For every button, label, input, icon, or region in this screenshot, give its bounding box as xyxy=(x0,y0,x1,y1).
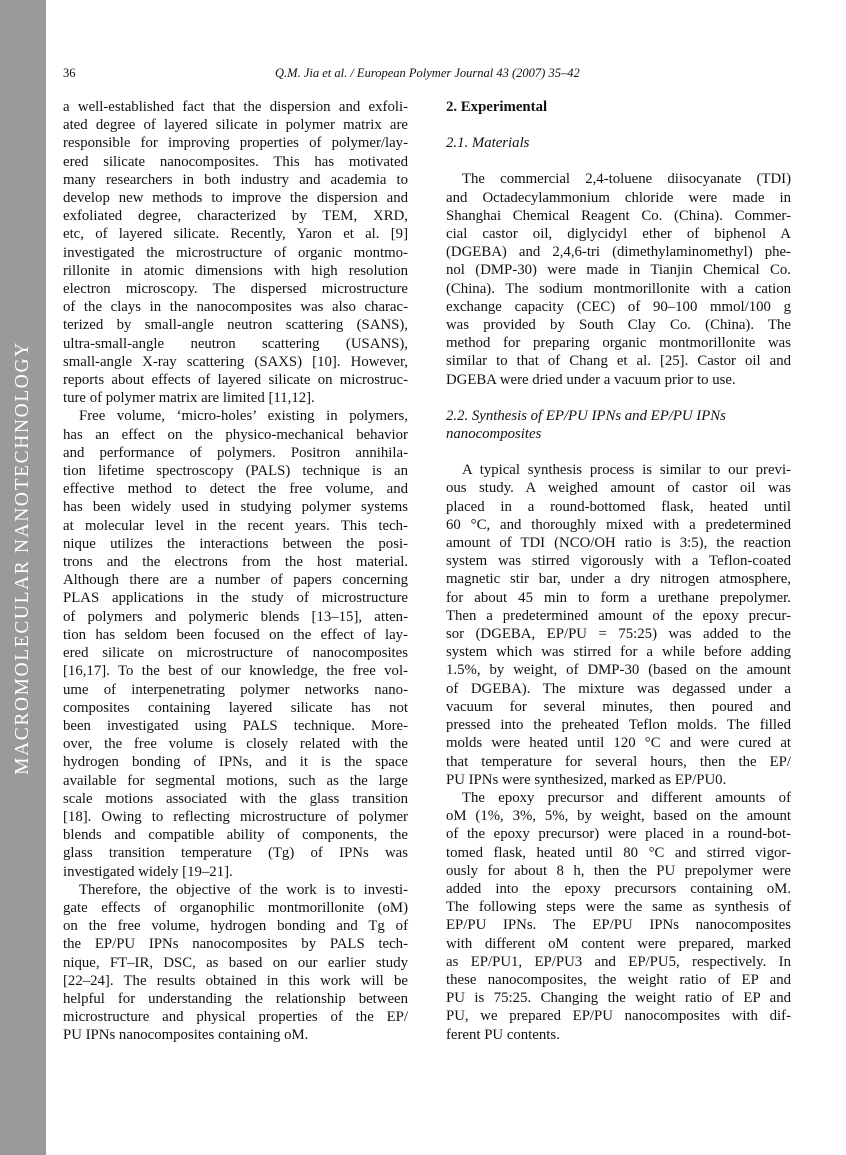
text-line: 1.5%, by weight, of DMP-30 (based on the amount xyxy=(446,662,791,679)
paragraph-synthesis-nanocomposites xyxy=(446,789,791,1044)
text-line: investigated widely [19–21]. xyxy=(63,863,233,880)
subsection-heading-synthesis-cont: nanocomposites xyxy=(446,426,542,443)
text-line: tion has seldom been focused on the effect of lay- xyxy=(63,626,408,643)
text-line: [22–24]. The results obtained in this work will be xyxy=(63,972,408,989)
text-line: method for preparing organic montmorillonite was xyxy=(446,335,791,352)
text-line: effective method to detect the free volume, and xyxy=(63,481,408,498)
text-line: exfoliated degree, characterized by TEM, XRD, xyxy=(63,208,408,225)
text-line: has been widely used in studying polymer systems xyxy=(63,499,408,516)
subsection-heading-materials: 2.1. Materials xyxy=(446,135,530,152)
paragraph-dispersion xyxy=(63,98,408,407)
text-line: added into the epoxy precursors containing oM. xyxy=(446,880,791,897)
text-line: oM (1%, 3%, 5%, by weight, based on the amount xyxy=(446,808,791,825)
text-line: Shanghai Chemical Reagent Co. (China). Commer- xyxy=(446,207,791,224)
text-line: nique utilizes the interactions between the posi- xyxy=(63,535,408,552)
text-line: (China). The sodium montmorillonite with a cation xyxy=(446,280,791,297)
text-line: Although there are a number of papers concerning xyxy=(63,572,408,589)
running-head: Q.M. Jia et al. / European Polymer Journal 43 (2007) 35–42 xyxy=(275,66,580,80)
text-line: [18]. Owing to reflecting microstructure of polymer xyxy=(63,808,408,825)
text-line: with different oM content were prepared, marked xyxy=(446,935,791,952)
paragraph-materials xyxy=(446,170,791,388)
text-line: helpful for understanding the relationship between xyxy=(63,990,408,1007)
right-column xyxy=(446,98,791,1044)
text-line: composites containing layered silicate has not xyxy=(63,699,408,716)
text-line: investigated the microstructure of organic montmo- xyxy=(63,244,408,261)
text-line: over, the free volume is closely related with the xyxy=(63,736,408,753)
text-line: these nanocomposites, the weight ratio of EP and xyxy=(446,971,791,988)
paragraph-free-volume xyxy=(63,407,408,880)
text-line: DGEBA were dried under a vacuum prior to use. xyxy=(446,371,736,388)
text-line: for about 45 min to form a urethane prepolymer. xyxy=(446,589,791,606)
text-line: tomed flask, heated until 80 °C and stirred vigor- xyxy=(446,844,791,861)
text-line: terized by small-angle neutron scattering (SANS), xyxy=(63,317,408,334)
text-line: small-angle X-ray scattering (SAXS) [10]. However, xyxy=(63,353,408,370)
sidebar-label: MACROMOLECULAR NANOTECHNOLOGY xyxy=(12,341,33,775)
text-line: placed in a round-bottomed flask, heated until xyxy=(446,498,791,515)
text-line: been investigated using PALS technique. More- xyxy=(63,717,408,734)
paragraph-synthesis-process xyxy=(446,461,791,789)
text-line: cial castor oil, diglycidyl ether of biphenol A xyxy=(446,226,791,243)
text-line: and Octadecylammonium chloride were made in xyxy=(446,189,791,206)
text-line: microstructure and physical properties of the EP/ xyxy=(63,1009,408,1026)
text-line: ered silicate nanocomposites. This has motivated xyxy=(63,153,408,170)
text-line: 60 °C, and thoroughly mixed with a predetermined xyxy=(446,516,791,533)
text-line: ous study. A weighed amount of castor oil was xyxy=(446,480,791,497)
text-line: PU is 75:25. Changing the weight ratio of EP and xyxy=(446,990,791,1007)
text-line: reports about effects of layered silicate on microstruc- xyxy=(63,372,408,389)
text-line: ture of polymer matrix are limited [11,12]. xyxy=(63,390,315,407)
text-line: tion lifetime spectroscopy (PALS) technique is an xyxy=(63,463,408,480)
text-line: of the clays in the nanocomposites was also charac- xyxy=(63,299,408,316)
text-line: ultra-small-angle neutron scattering (USANS), xyxy=(63,335,408,352)
text-line: Free volume, ‘micro-holes’ existing in polymers, xyxy=(79,408,408,425)
text-line: The following steps were the same as synthesis of xyxy=(446,899,791,916)
text-line: pressed into the preheated Teflon molds. The filled xyxy=(446,717,791,734)
text-line: vacuum for several minutes, then poured and xyxy=(446,698,791,715)
text-line: that temperature for several hours, then the EP/ xyxy=(446,753,791,770)
text-line: Then a predetermined amount of the epoxy precur- xyxy=(446,607,791,624)
text-line: ered silicate on microstructure of nanocomposites xyxy=(63,645,408,662)
text-line: Therefore, the objective of the work is to investi- xyxy=(79,881,408,898)
text-line: PLAS applications in the study of microstructure xyxy=(63,590,408,607)
text-line: develop new methods to improve the dispersion and xyxy=(63,190,408,207)
section-heading-experimental: 2. Experimental xyxy=(446,99,548,115)
text-line: electron microscopy. The dispersed microstructure xyxy=(63,281,408,298)
text-line: responsible for improving properties of polymer/lay- xyxy=(63,135,408,152)
text-line: The commercial 2,4-toluene diisocyanate (TDI) xyxy=(462,171,791,188)
text-line: amount of TDI (NCO/OH ratio is 3:5), the reaction xyxy=(446,535,791,552)
text-line: blends and compatible ability of components, the xyxy=(63,827,408,844)
text-line: etc, of layered silicate. Recently, Yaron et al. [9] xyxy=(63,226,408,243)
text-line: [16,17]. To the best of our knowledge, the free vol- xyxy=(63,663,408,680)
text-line: ferent PU contents. xyxy=(446,1026,560,1043)
text-line: (DGEBA) and 2,4,6-tri (dimethylaminomethyl) phe- xyxy=(446,244,791,261)
text-line: The epoxy precursor and different amounts of xyxy=(462,789,791,806)
text-line: available for segmental motions, such as the large xyxy=(63,772,408,789)
left-column xyxy=(63,98,408,1045)
text-line: was provided by South Clay Co. (China). The xyxy=(446,317,791,334)
text-line: of DGEBA). The mixture was degassed under a xyxy=(446,680,791,697)
paragraph-objective xyxy=(63,881,408,1045)
text-line: the EP/PU IPNs nanocomposites by PALS tech- xyxy=(63,936,408,953)
text-line: PU, we prepared EP/PU nanocomposites with dif- xyxy=(446,1008,791,1025)
text-line: nol (DMP-30) were made in Tianjin Chemical Co. xyxy=(446,262,791,279)
text-line: nique, FT–IR, DSC, as based on our earlier study xyxy=(63,954,408,971)
text-line: EP/PU IPNs. The EP/PU IPNs nanocomposites xyxy=(446,917,791,934)
text-line: hydrogen bonding of IPNs, and it is the space xyxy=(63,754,408,771)
journal-sidebar xyxy=(0,0,46,1155)
text-line: a well-established fact that the dispersion and exfoli- xyxy=(63,99,408,115)
text-line: and performance of polymers. Positron annihila- xyxy=(63,444,408,461)
text-line: scale motions associated with the glass transition xyxy=(63,790,408,807)
text-line: as EP/PU1, EP/PU3 and EP/PU5, respectively. In xyxy=(446,953,791,970)
text-line: gate effects of organophilic montmorillonite (oM) xyxy=(63,899,408,916)
text-line: trons and the electrons from the host material. xyxy=(63,554,408,571)
text-line: ume of interpenetrating polymer networks nano- xyxy=(63,681,408,698)
text-line: rillonite in atomic dimensions with high resolution xyxy=(63,262,408,279)
text-line: at molecular level in the recent years. This tech- xyxy=(63,517,408,534)
text-line: exchange capacity (CEC) of 90–100 mmol/100 g xyxy=(446,298,791,315)
text-line: of the epoxy precursor) were placed in a round-bot- xyxy=(446,826,791,843)
text-line: many researchers in both industry and academia to xyxy=(63,171,408,188)
text-line: ated degree of layered silicate in polymer matrix are xyxy=(63,117,408,134)
text-line: system which was stirred for a while before adding xyxy=(446,644,791,661)
text-line: molds were heated until 120 °C and were cured at xyxy=(446,735,791,752)
text-line: has an effect on the physico-mechanical behavior xyxy=(63,426,408,443)
text-line: PU IPNs nanocomposites containing oM. xyxy=(63,1027,309,1044)
text-line: PU IPNs were synthesized, marked as EP/PU0. xyxy=(446,771,727,788)
text-line: A typical synthesis process is similar to our previ- xyxy=(462,462,791,479)
text-line: system was stirred vigorously with a Teflon-coated xyxy=(446,553,791,570)
text-line: similar to that of Chang et al. [25]. Castor oil and xyxy=(446,353,791,370)
subsection-heading-synthesis: 2.2. Synthesis of EP/PU IPNs and EP/PU IPNs xyxy=(446,407,726,424)
text-line: magnetic stir bar, under a dry nitrogen atmosphere, xyxy=(446,571,791,588)
text-line: glass transition temperature (Tg) of IPNs was xyxy=(63,845,408,862)
text-line: sor (DGEBA, EP/PU = 75:25) was added to the xyxy=(446,626,791,643)
page-number: 36 xyxy=(63,66,76,80)
text-line: on the free volume, hydrogen bonding and Tg of xyxy=(63,918,408,935)
text-line: of polymers and polymeric blends [13–15], atten- xyxy=(63,608,408,625)
text-line: ously for about 8 h, then the PU prepolymer were xyxy=(446,862,791,879)
